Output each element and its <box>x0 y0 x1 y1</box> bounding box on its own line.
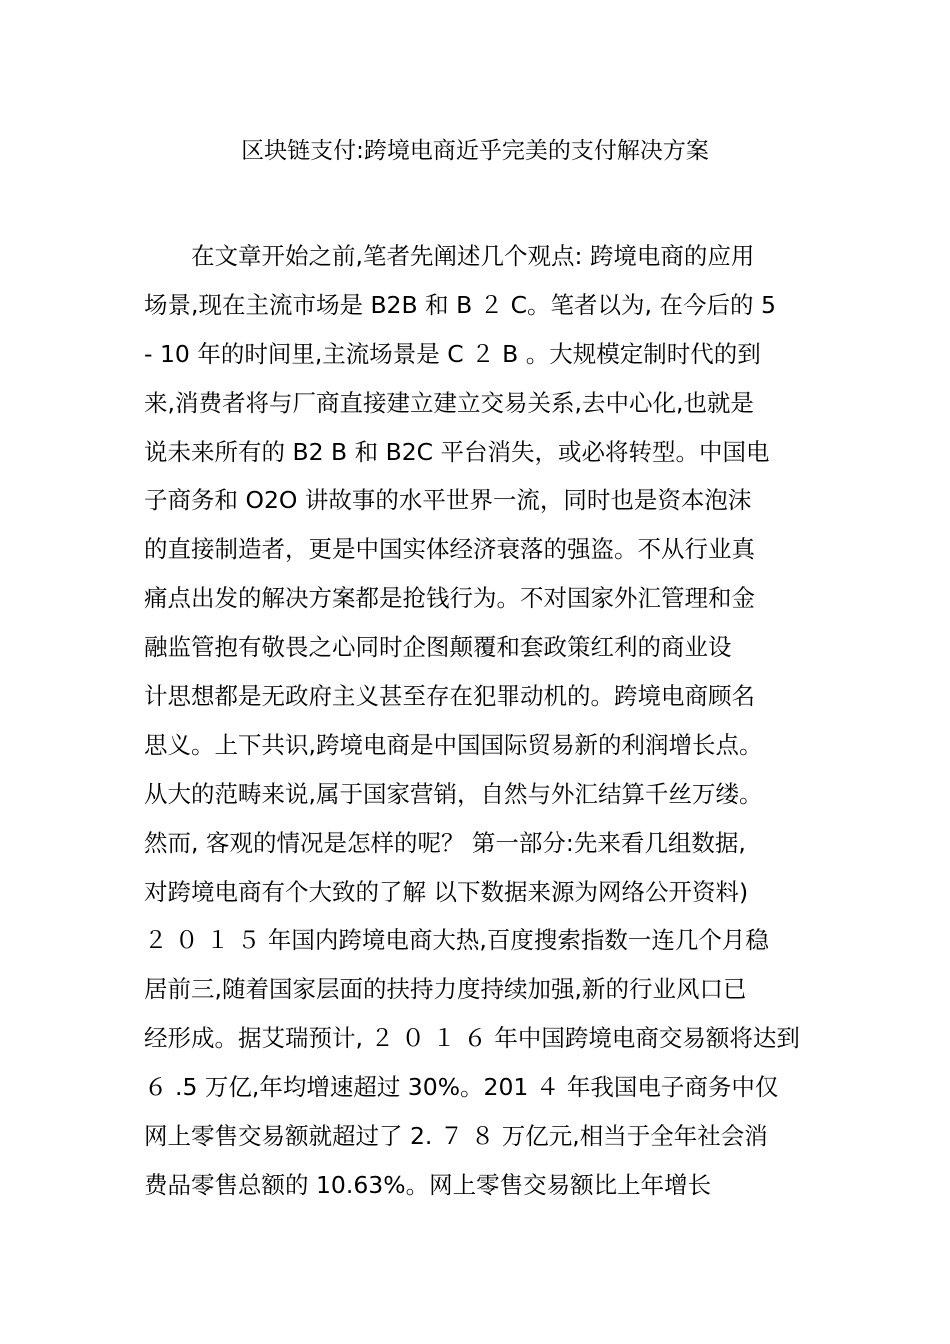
paragraph-line: 痛点出发的解决方案都是抢钱行为。不对国家外汇管理和金 <box>144 584 755 613</box>
paragraph-line: 居前三,随着国家层面的扶持力度持续加强,新的行业风口已 <box>144 975 747 1004</box>
paragraph-line: 说未来所有的 B2 B 和 B2C 平台消失，或必将转型。中国电 <box>144 437 770 466</box>
paragraph-line: 网上零售交易额就超过了 2. ７ ８ 万亿元,相当于全年社会消 <box>144 1122 768 1151</box>
paragraph-line: - 10 年的时间里,主流场景是 C ２ B 。大规模定制时代的到 <box>144 339 761 368</box>
paragraph-line: 融监管抱有敬畏之心同时企图颠覆和套政策红利的商业设 <box>144 633 732 662</box>
document-title: 区块链支付:跨境电商近乎完美的支付解决方案 <box>241 138 709 164</box>
paragraph-line: 子商务和 O2O 讲故事的水平世界一流，同时也是资本泡沫 <box>144 486 752 515</box>
paragraph-line: 来,消费者将与厂商直接建立建立交易关系,去中心化,也就是 <box>144 388 754 417</box>
paragraph-line: 在文章开始之前,笔者先阐述几个观点: 跨境电商的应用 <box>191 242 755 270</box>
paragraph-line: 费品零售总额的 10.63%。网上零售交易额比上年增长 <box>144 1170 712 1199</box>
paragraph-line: 然而, 客观的情况是怎样的呢？ 第一部分:先来看几组数据, <box>144 828 746 857</box>
paragraph-line: 的直接制造者，更是中国实体经济衰落的强盗。不从行业真 <box>144 535 755 564</box>
paragraph-line: 对跨境电商有个大致的了解 以下数据来源为网络公开资料) <box>144 877 749 906</box>
body-paragraph <box>144 232 824 1210</box>
paragraph-line: 思义。上下共识,跨境电商是中国国际贸易新的利润增长点。 <box>144 730 763 759</box>
paragraph-line: 计思想都是无政府主义甚至存在犯罪动机的。跨境电商顾名 <box>144 682 755 711</box>
paragraph-line: ２ ０ １ ５ 年国内跨境电商大热,百度搜索指数一连几个月稳 <box>144 926 769 955</box>
paragraph-line: ６ .5 万亿,年均增速超过 30%。201 ４ 年我国电子商务中仅 <box>144 1073 779 1102</box>
paragraph-line: 场景,现在主流市场是 B2B 和 B ２ C。笔者以为, 在今后的 5 <box>144 290 776 319</box>
paragraph-line: 经形成。据艾瑞预计, ２ ０ １ ６ 年中国跨境电商交易额将达到 <box>144 1024 800 1053</box>
paragraph-line: 从大的范畴来说,属于国家营销，自然与外汇结算千丝万缕。 <box>144 779 763 808</box>
